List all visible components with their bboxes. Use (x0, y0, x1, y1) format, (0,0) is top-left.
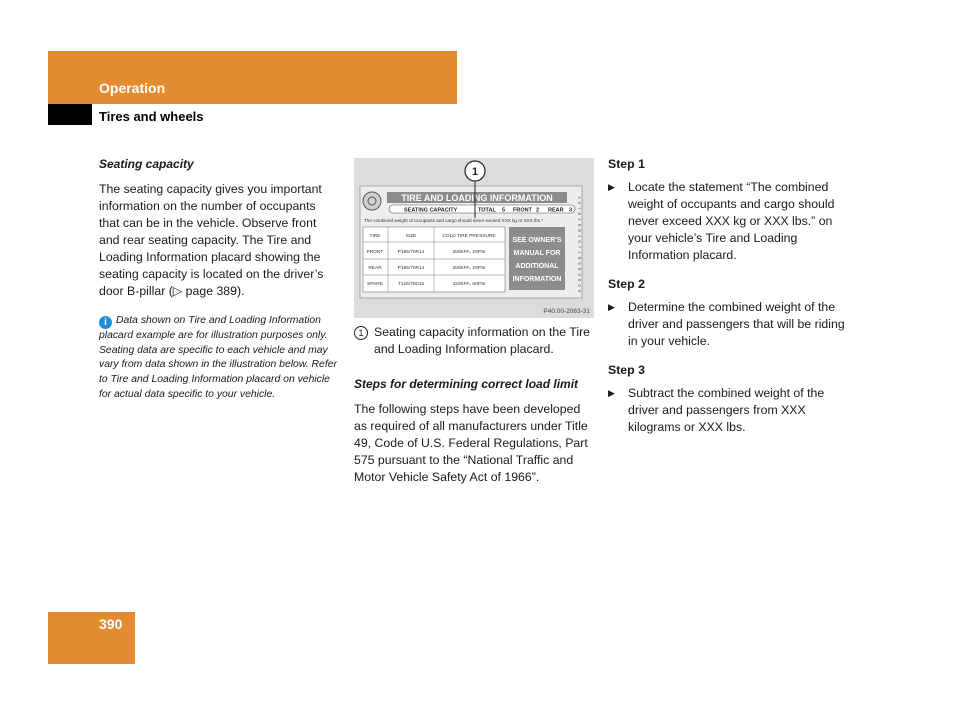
figure-reference: P40.00-2063-31 (543, 308, 590, 315)
caption-text: Seating capacity information on the Tire and Loading Information placard. (374, 325, 590, 356)
bullet-arrow-icon: ▶ (608, 302, 615, 312)
front-label: FRONT (513, 207, 532, 214)
table-cell: 200KPA, 29PSI (452, 250, 486, 255)
step-2-title: Step 2 (608, 277, 645, 291)
table-cell: T125/70D15 (397, 282, 425, 287)
seating-capacity-heading: Seating capacity (99, 157, 194, 171)
step-2 (608, 299, 850, 350)
rear-value: 3 (569, 207, 573, 214)
table-header-tire: TIRE (369, 234, 381, 239)
total-value: 5 (502, 207, 506, 214)
table-header-size: SIZE (405, 234, 417, 239)
rear-label: REAR (548, 207, 564, 214)
manual-line: ADDITIONAL (515, 263, 559, 270)
load-limit-heading: Steps for determining correct load limit (354, 377, 579, 391)
tire-placard-figure (354, 158, 594, 318)
subsection-marker (48, 104, 92, 125)
page-number: 390 (99, 616, 123, 632)
bullet-arrow-icon: ▶ (608, 388, 615, 398)
step-3-title: Step 3 (608, 363, 645, 377)
header-bar (48, 51, 457, 104)
info-icon: i (99, 316, 112, 329)
placard-title: TIRE AND LOADING INFORMATION (401, 193, 553, 203)
step-2-text: Determine the combined weight of the driver and passengers that will be riding in your vehicle. (628, 300, 845, 348)
middle-column (354, 324, 594, 486)
figure-caption (354, 324, 594, 358)
step-1-text: Locate the statement “The combined weight of occupants and cargo should never exceed XXX kg or XXX lbs.” on your vehicle’s Tire and Loading Information placard. (628, 180, 835, 262)
table-cell: P195/70R14 (397, 266, 425, 271)
load-limit-text: The following steps have been developed as required of all manufacturers under Title 49, Code of U.S. Federal Regulations, Part 575 pursuant to the “National Traffic and Motor Vehicle Safety Act of 1966”. (354, 402, 588, 484)
info-note (99, 314, 339, 403)
left-column (99, 156, 339, 403)
placard-serial: 3 6 7 0 4 8 0 4 6 7 1 0 5 0 3 8 2 0 (576, 196, 581, 293)
subsection-title: Tires and wheels (99, 109, 204, 124)
seating-capacity-text: The seating capacity gives you important information on the number of occupants that can be in the vehicle. Observe front and rear seating capacity. The Tire and Loading Information placard showing the seating capacity is located on the driver’s door B-pillar (▷ page 389). (99, 182, 324, 298)
manual-line: INFORMATION (512, 276, 562, 283)
front-value: 2 (536, 207, 540, 214)
bullet-arrow-icon: ▶ (608, 182, 615, 192)
table-cell: SPARE (367, 282, 383, 287)
table-cell: REAR (368, 266, 382, 271)
step-1 (608, 179, 850, 264)
table-cell: P195/70R14 (397, 250, 425, 255)
steps-column (608, 156, 850, 448)
table-header-pressure: COLD TIRE PRESSURE (442, 234, 496, 239)
section-title: Operation (99, 80, 166, 96)
info-note-text: Data shown on Tire and Loading Information placard example are for illustration purposes only. Seating data are specific to each vehicle and may vary from data shown in the illustration below. Refer to Tire and Loading Information placard on vehicle for actual data specific to your vehicle. (99, 315, 337, 400)
step-1-title: Step 1 (608, 157, 645, 171)
total-label: TOTAL (478, 207, 496, 214)
step-3-text: Subtract the combined weight of the driver and passengers from XXX kilograms or XXX lbs. (628, 386, 825, 434)
wheel-icon (363, 192, 381, 210)
manual-line: MANUAL FOR (513, 250, 561, 257)
callout-number: 1 (471, 166, 479, 178)
step-3 (608, 385, 850, 436)
seating-capacity-label: SEATING CAPACITY (404, 207, 458, 214)
weight-statement: The combined weight of occupants and cargo should never exceed XXX kg or XXX lbs.* (364, 218, 544, 223)
manual-line: SEE OWNER'S (512, 237, 562, 244)
caption-number: 1 (354, 326, 368, 340)
table-cell: 200KPA, 29PSI (452, 266, 486, 271)
table-cell: 420KPA, 60PSI (452, 282, 486, 287)
table-cell: FRONT (366, 250, 384, 255)
